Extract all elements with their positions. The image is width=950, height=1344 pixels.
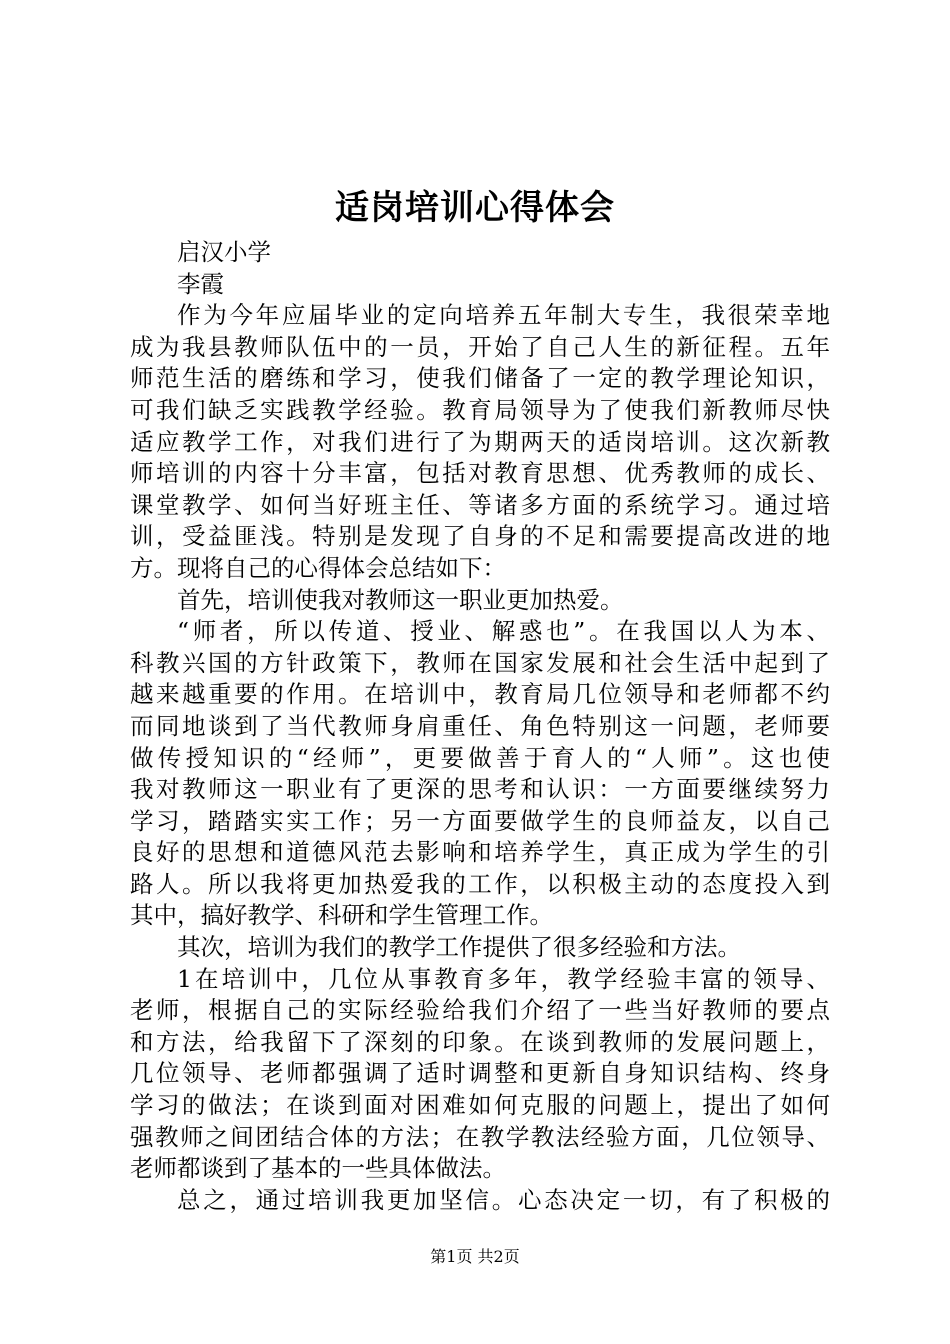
- body-line: 做传授知识的“经师”，更要做善于育人的“人师”。这也使: [130, 743, 830, 772]
- body-line: 和方法，给我留下了深刻的印象。在谈到教师的发展问题上，: [130, 1027, 830, 1056]
- body-line: 而同地谈到了当代教师身肩重任、角色特别这一问题，老师要: [130, 711, 830, 740]
- body-line: 方。现将自己的心得体会总结如下：: [130, 553, 506, 582]
- body-line: 学习，踏踏实实工作；另一方面要做学生的良师益友，以自己: [130, 806, 830, 835]
- document-body: [130, 237, 830, 1216]
- body-line: 老师，根据自己的实际经验给我们介绍了一些当好教师的要点: [130, 996, 830, 1025]
- body-line: 作为今年应届毕业的定向培养五年制大专生，我很荣幸地: [177, 301, 830, 330]
- page-footer: 第1页 共2页: [430, 1247, 520, 1266]
- body-line: 首先，培训使我对教师这一职业更加热爱。: [177, 585, 624, 614]
- body-line: 越来越重要的作用。在培训中，教育局几位领导和老师都不约: [130, 680, 830, 709]
- body-line: 总之，通过培训我更加坚信。心态决定一切，有了积极的: [177, 1185, 830, 1214]
- body-line: 其次，培训为我们的教学工作提供了很多经验和方法。: [177, 933, 741, 962]
- body-line: 其中，搞好教学、科研和学生管理工作。: [130, 901, 553, 930]
- body-paragraphs: [130, 300, 830, 1216]
- body-line: 适应教学工作，对我们进行了为期两天的适岗培训。这次新教: [130, 427, 830, 456]
- school-name: 启汉小学: [177, 238, 271, 266]
- document-title: 适岗培训心得体会: [335, 188, 615, 228]
- body-line: 师培训的内容十分丰富，包括对教育思想、优秀教师的成长、: [130, 459, 830, 488]
- body-line: 科教兴国的方针政策下，教师在国家发展和社会生活中起到了: [130, 648, 830, 677]
- body-line: 成为我县教师队伍中的一员，开始了自己人生的新征程。五年: [130, 332, 830, 361]
- body-line: 可我们缺乏实践教学经验。教育局领导为了使我们新教师尽快: [130, 395, 830, 424]
- body-line: 强教师之间团结合体的方法；在教学教法经验方面，几位领导、: [130, 1122, 830, 1151]
- body-line: 训，受益匪浅。特别是发现了自身的不足和需要提高改进的地: [130, 522, 830, 551]
- author-name: 李霞: [177, 269, 224, 298]
- body-line: “师者，所以传道、授业、解惑也”。在我国以人为本、: [177, 617, 830, 646]
- body-line: 良好的思想和道德风范去影响和培养学生，真正成为学生的引: [130, 838, 830, 867]
- body-line: 1在培训中，几位从事教育多年，教学经验丰富的领导、: [177, 964, 830, 993]
- body-line: 几位领导、老师都强调了适时调整和更新自身知识结构、终身: [130, 1059, 830, 1088]
- body-line: 课堂教学、如何当好班主任、等诸多方面的系统学习。通过培: [130, 490, 830, 519]
- body-line: 学习的做法；在谈到面对困难如何克服的问题上，提出了如何: [130, 1091, 830, 1120]
- body-line: 我对教师这一职业有了更深的思考和认识：一方面要继续努力: [130, 775, 830, 804]
- body-line: 路人。所以我将更加热爱我的工作，以积极主动的态度投入到: [130, 869, 830, 898]
- body-line: 老师都谈到了基本的一些具体做法。: [130, 1154, 506, 1183]
- body-line: 师范生活的磨练和学习，使我们储备了一定的教学理论知识，: [130, 364, 830, 393]
